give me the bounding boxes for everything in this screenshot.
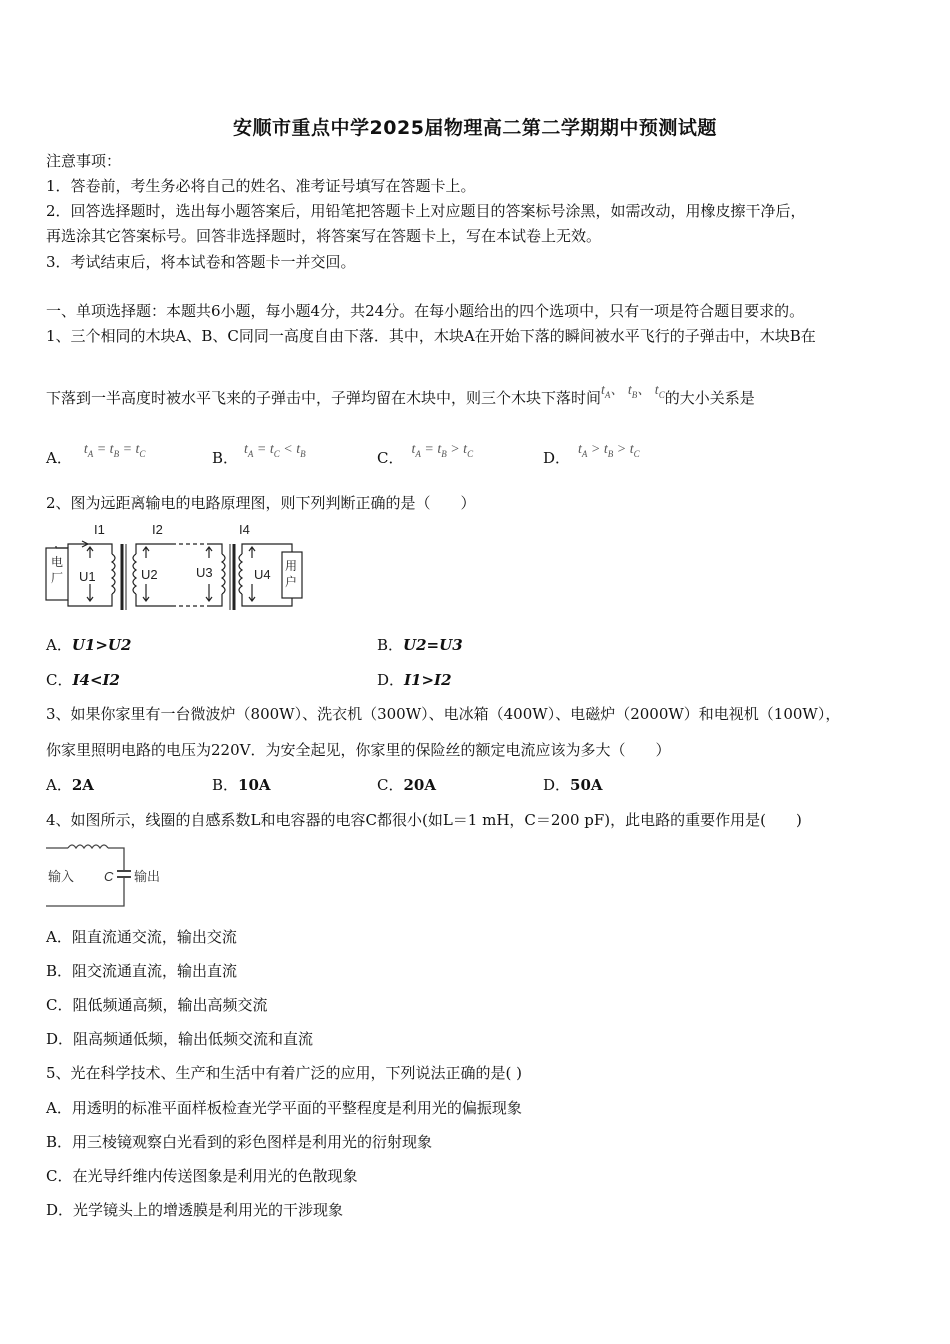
q1-inline-times: $t_A$、 $t_B$、 $t_C$	[601, 383, 665, 400]
q5-option-d[interactable]: D．光学镜头上的增透膜是利用光的干涉现象	[46, 1201, 344, 1219]
transmission-circuit-diagram	[44, 518, 314, 618]
q2-stem: 2、图为远距离输电的电路原理图，则下列判断正确的是（ ）	[46, 494, 476, 512]
notice-item-1: 1．答卷前，考生务必将自己的姓名、准考证号填写在答题卡上。	[46, 177, 476, 195]
q4-option-c[interactable]: C．阻低频通高频，输出高频交流	[46, 996, 268, 1014]
notice-item-2: 2．回答选择题时，选出每小题答案后，用铅笔把答题卡上对应题目的答案标号涂黑，如需改动，用橡皮擦干净后，	[46, 202, 806, 220]
page-title: 安顺市重点中学2025届物理高二第二学期期中预测试题	[233, 117, 717, 139]
q4-option-b[interactable]: B．阻交流通直流，输出直流	[46, 962, 238, 980]
label-i4: I4	[239, 522, 250, 537]
q4-option-a[interactable]: A．阻直流通交流，输出交流	[46, 928, 237, 946]
q1-stem-line2	[46, 383, 755, 415]
q5-stem: 5、光在科学技术、生产和生活中有着广泛的应用，下列说法正确的是( )	[46, 1064, 523, 1082]
q1-option-b-math: $t_A = t_C < t_B$	[244, 442, 306, 459]
q2-option-b[interactable]: B．U2=U3	[377, 636, 463, 654]
label-u3: U3	[196, 565, 213, 580]
q2-option-d[interactable]: D．I1>I2	[377, 671, 452, 689]
notice-item-2-cont: 再选涂其它答案标号。回答非选择题时，将答案写在答题卡上，写在本试卷上无效。	[46, 227, 602, 245]
q2-option-b-text: U2=U3	[403, 636, 463, 654]
q1-option-c[interactable]: C． $t_A = t_B > t_C$	[377, 442, 474, 467]
label-u4: U4	[254, 567, 271, 582]
q4-stem: 4、如图所示，线圈的自感系数L和电容器的电容C都很小(如L＝1 mH，C＝200 pF)，此电路的重要作用是( )	[46, 811, 802, 829]
lc-filter-circuit-diagram	[44, 838, 174, 910]
q2-option-d-text: I1>I2	[404, 671, 452, 689]
label-i1: I1	[94, 522, 105, 537]
section-heading: 一、单项选择题：本题共6小题，每小题4分，共24分。在每小题给出的四个选项中，只有一项是符合题目要求的。	[46, 302, 805, 320]
q2-option-c[interactable]: C．I4<I2	[46, 671, 120, 689]
label-output: 输出	[134, 869, 161, 884]
q1-option-d-math: $t_A > t_B > t_C$	[578, 442, 640, 459]
q1-stem-text: 下落到一半高度时被水平飞来的子弹击中，子弹均留在木块中，则三个木块下落时间	[46, 389, 602, 407]
q5-option-b[interactable]: B．用三棱镜观察白光看到的彩色图样是利用光的衍射现象	[46, 1133, 433, 1151]
q1-option-b[interactable]: B． $t_A = t_C < t_B$	[212, 442, 306, 467]
q1-option-c-math: $t_A = t_B > t_C$	[411, 442, 474, 459]
q3-option-d[interactable]: D．50A	[543, 776, 603, 794]
label-input: 输入	[48, 869, 75, 884]
q3-option-c[interactable]: C．20A	[377, 776, 436, 794]
label-i2: I2	[152, 522, 163, 537]
q1-stem-end: 的大小关系是	[664, 389, 755, 407]
label-capacitor: C	[104, 869, 114, 884]
notice-heading: 注意事项：	[46, 152, 122, 170]
q1-option-a-math: $t_A = t_B = t_C$	[83, 442, 146, 459]
q2-option-c-text: I4<I2	[72, 671, 120, 689]
label-u1: U1	[79, 569, 96, 584]
q1-option-a[interactable]: A． $t_A = t_B = t_C$	[46, 442, 146, 467]
label-plant-1: 电	[51, 555, 64, 569]
q1-option-d[interactable]: D． $t_A > t_B > t_C$	[543, 442, 640, 467]
q5-option-a[interactable]: A．用透明的标准平面样板检查光学平面的平整程度是利用光的偏振现象	[46, 1099, 522, 1117]
q5-option-c[interactable]: C．在光导纤维内传送图象是利用光的色散现象	[46, 1167, 358, 1185]
label-user-1: 用	[285, 559, 298, 573]
q2-option-a-text: U1>U2	[71, 636, 132, 654]
q3-stem-line2: 你家里照明电路的电压为220V．为安全起见，你家里的保险丝的额定电流应该为多大（ ）	[46, 741, 671, 759]
label-plant-2: 厂	[51, 571, 64, 585]
q3-option-a[interactable]: A．2A	[46, 776, 94, 794]
notice-item-3: 3．考试结束后，将本试卷和答题卡一并交回。	[46, 253, 356, 271]
label-u2: U2	[141, 567, 158, 582]
q4-option-d[interactable]: D．阻高频通低频，输出低频交流和直流	[46, 1030, 314, 1048]
q3-option-b[interactable]: B．10A	[212, 776, 271, 794]
q1-stem-line1: 1、三个相同的木块A、B、C同同一高度自由下落．其中，木块A在开始下落的瞬间被水平飞行的子弹击中，木块B在	[46, 327, 816, 345]
q2-option-a[interactable]: A．U1>U2	[46, 636, 132, 654]
q3-stem-line1: 3、如果你家里有一台微波炉（800W）、洗衣机（300W）、电冰箱（400W）、电磁炉（2000W）和电视机（100W），	[46, 705, 841, 723]
label-user-2: 户	[285, 575, 298, 589]
